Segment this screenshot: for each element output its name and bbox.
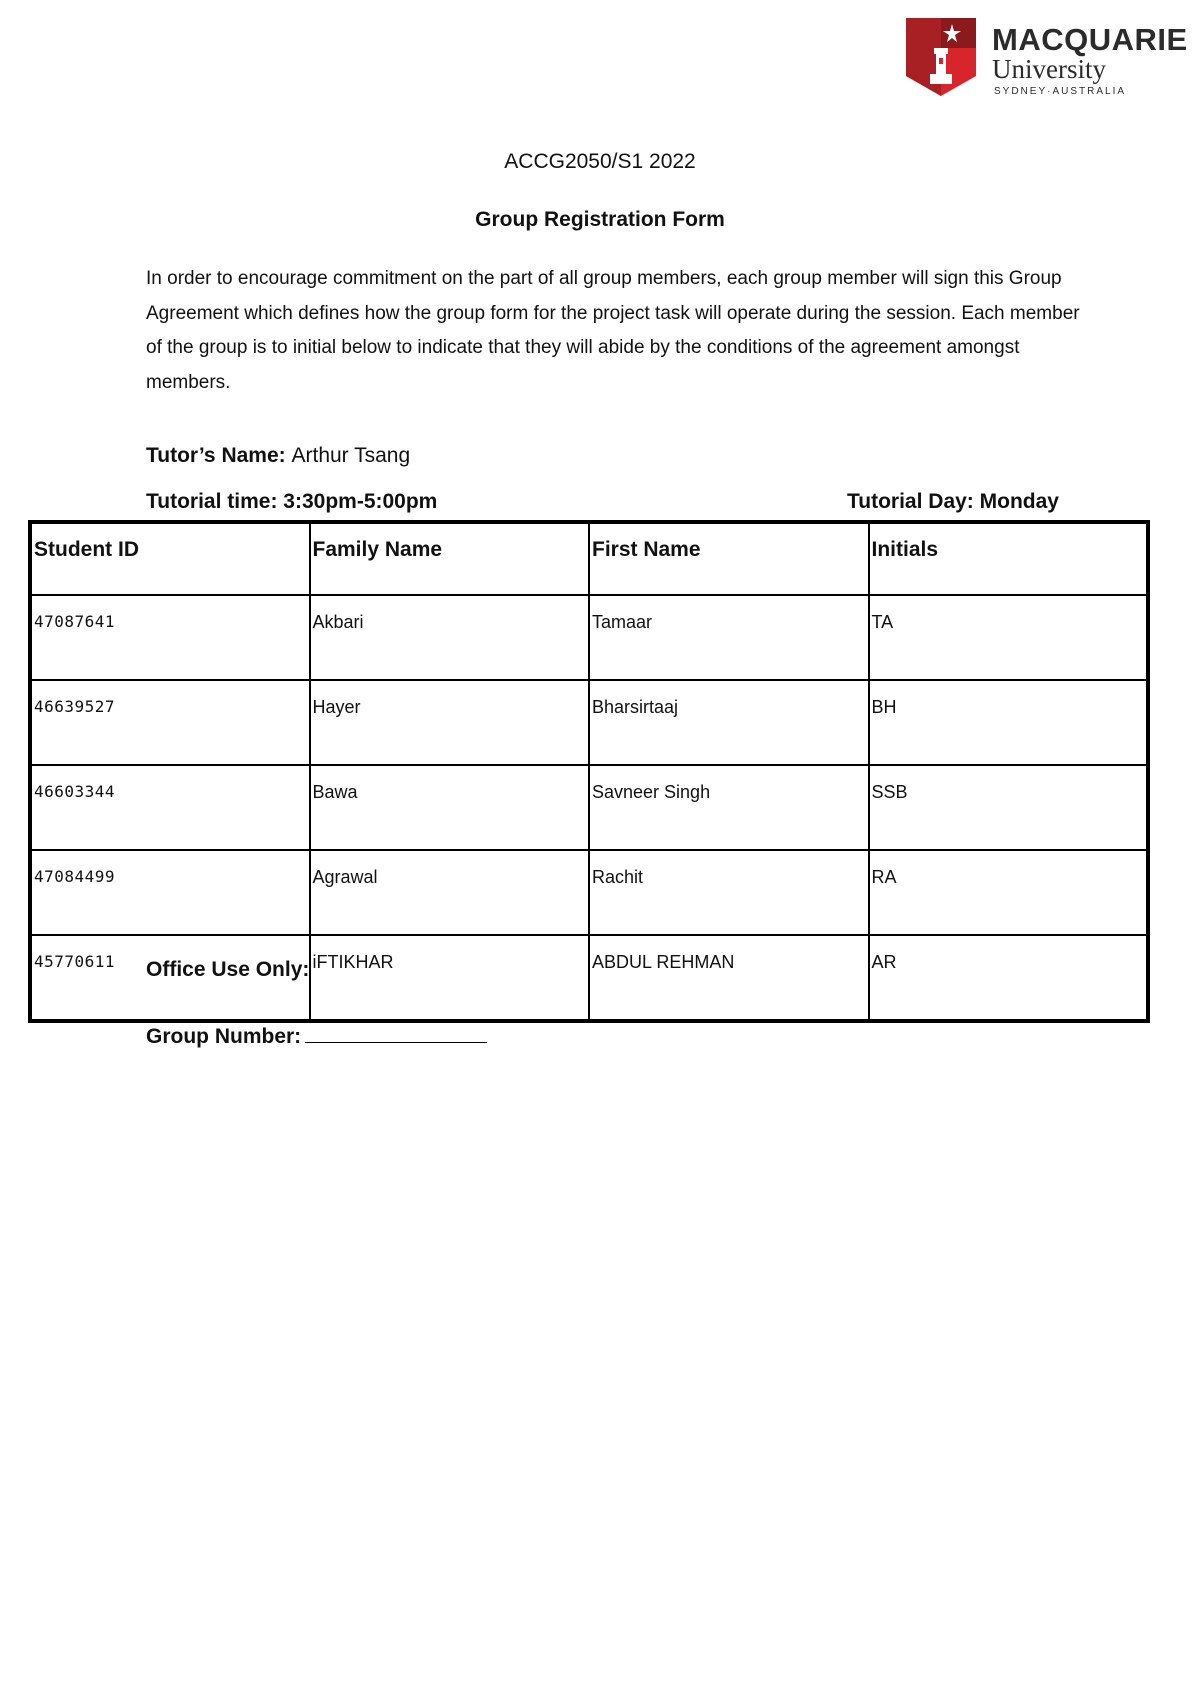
cell-first-name: Rachit xyxy=(589,850,869,935)
cell-family-name: Hayer xyxy=(310,680,590,765)
office-use-label: Office Use Only: xyxy=(146,958,310,981)
cell-family-name: Agrawal xyxy=(310,850,590,935)
table-header-row xyxy=(30,522,1148,595)
header-family-name: Family Name xyxy=(310,522,590,595)
cell-initials: SSB xyxy=(869,765,1149,850)
cell-family-name: iFTIKHAR xyxy=(310,935,590,1021)
intro-paragraph: In order to encourage commitment on the part of all group members, each group member will sign this Group Agreement which defines how the group form for the project task will operate during the session. Each member of the group is to initial below to indicate that they will abide by the conditions of the agreement amongst members. xyxy=(146,268,1080,393)
cell-initials: RA xyxy=(869,850,1149,935)
cell-student-id: 46639527 xyxy=(30,680,310,765)
tutor-name-value: Arthur Tsang xyxy=(291,444,411,467)
logo-wordmark-university: University xyxy=(992,54,1106,84)
table-row xyxy=(30,765,1148,850)
tutorial-day-value: Monday xyxy=(979,490,1059,513)
table-row xyxy=(30,595,1148,680)
cell-student-id: 47084499 xyxy=(30,850,310,935)
table-row xyxy=(30,850,1148,935)
cell-initials: BH xyxy=(869,680,1149,765)
cell-initials: AR xyxy=(869,935,1149,1021)
registration-table xyxy=(28,520,1150,1023)
university-logo xyxy=(906,18,1188,98)
tutorial-time-value: 3:30pm-5:00pm xyxy=(283,490,438,513)
cell-first-name: ABDUL REHMAN xyxy=(589,935,869,1021)
header-initials: Initials xyxy=(869,522,1149,595)
cell-first-name: Savneer Singh xyxy=(589,765,869,850)
cell-initials: TA xyxy=(869,595,1149,680)
form-title: Group Registration Form xyxy=(475,208,725,231)
logo-wordmark-location: SYDNEY·AUSTRALIA xyxy=(994,86,1127,97)
macquarie-lighthouse-logo-icon xyxy=(906,18,976,96)
cell-first-name: Bharsirtaaj xyxy=(589,680,869,765)
cell-student-id: 46603344 xyxy=(30,765,310,850)
group-number-label: Group Number: xyxy=(146,1025,302,1048)
group-number-field xyxy=(146,1022,487,1049)
table-row xyxy=(30,680,1148,765)
tutorial-day-label: Tutorial Day: xyxy=(847,490,974,513)
cell-student-id: 47087641 xyxy=(30,595,310,680)
tutor-name-label: Tutor’s Name: xyxy=(146,444,286,467)
cell-family-name: Akbari xyxy=(310,595,590,680)
tutorial-time-label: Tutorial time: xyxy=(146,490,278,513)
cell-family-name: Bawa xyxy=(310,765,590,850)
header-first-name: First Name xyxy=(589,522,869,595)
logo-wordmark-macquarie: MACQUARIE xyxy=(992,22,1188,57)
header-student-id: Student ID xyxy=(30,522,310,595)
course-code: ACCG2050/S1 2022 xyxy=(504,150,696,173)
tutorial-day-field xyxy=(847,490,1059,514)
group-number-blank-line[interactable] xyxy=(305,1022,487,1043)
cell-student-id: 45770611 xyxy=(30,935,310,1021)
tutorial-time-field xyxy=(146,490,437,514)
tutor-name-field xyxy=(146,444,410,468)
cell-first-name: Tamaar xyxy=(589,595,869,680)
